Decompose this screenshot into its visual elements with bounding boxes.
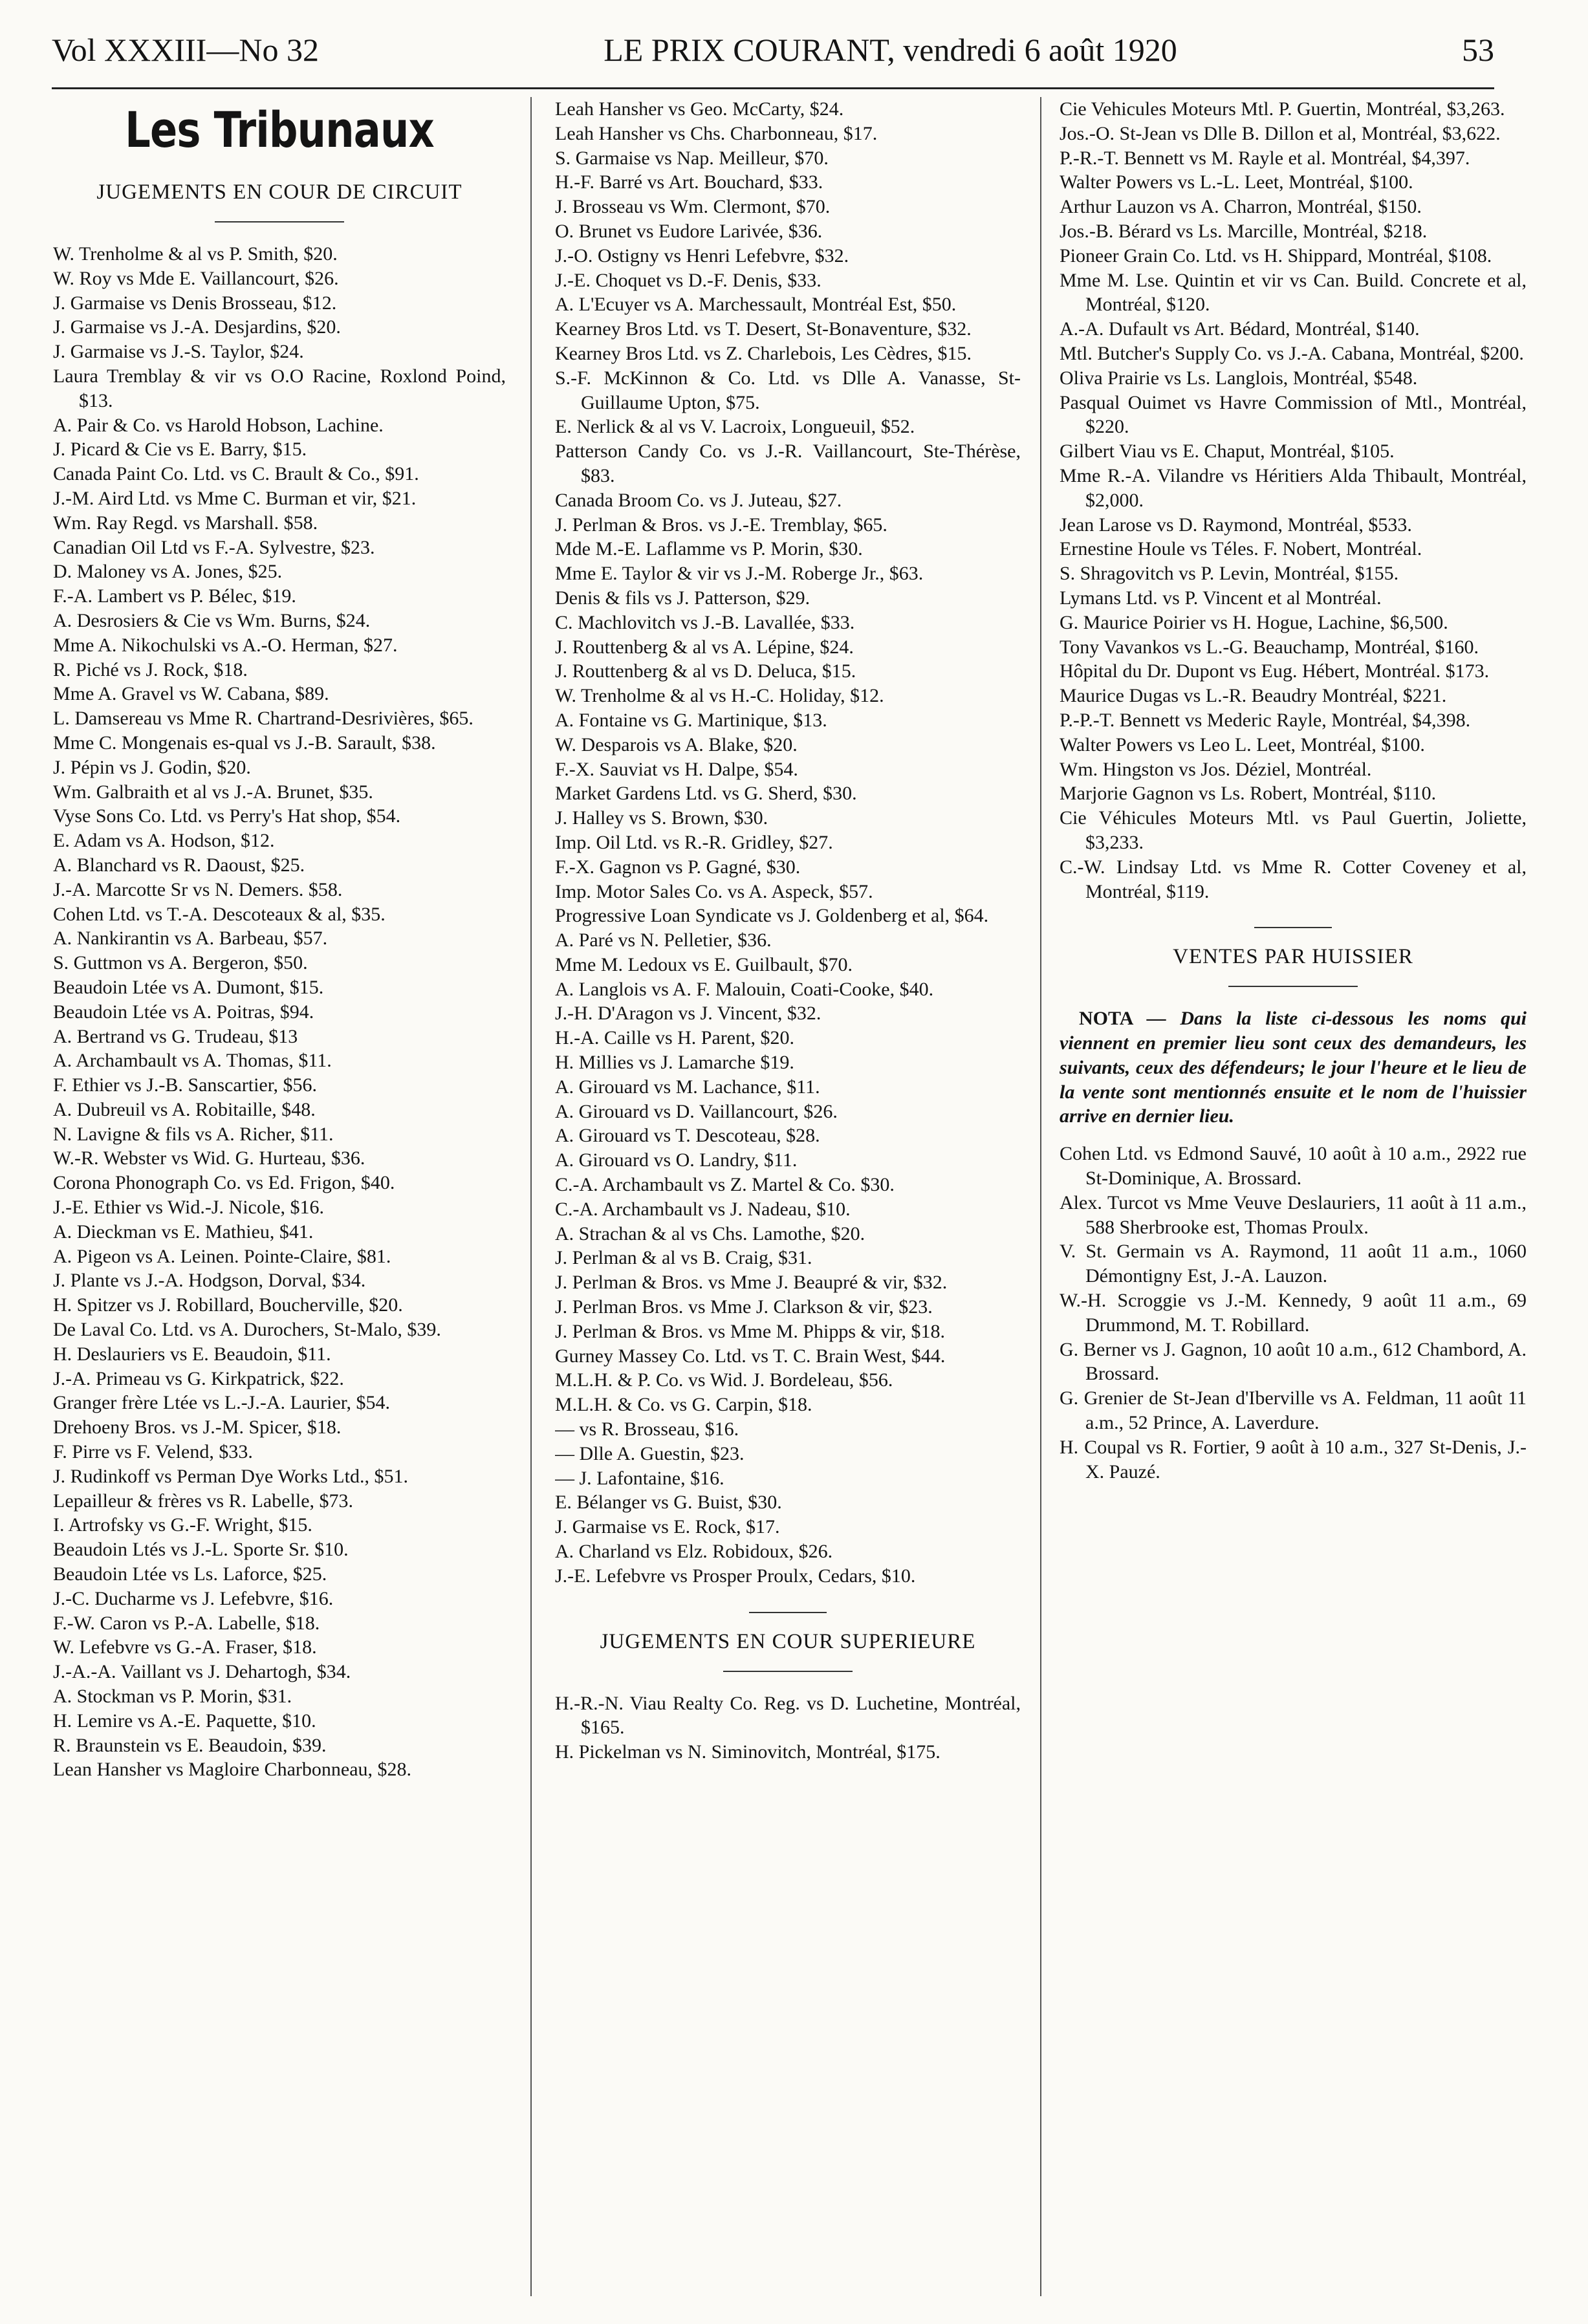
- case-entry: Market Gardens Ltd. vs G. Sherd, $30.: [555, 783, 857, 805]
- case-entry: A. Desrosiers & Cie vs Wm. Burns, $24.: [53, 609, 371, 631]
- case-entry: E. Bélanger vs G. Buist, $30.: [555, 1492, 782, 1514]
- case-entry: H. Coupal vs R. Fortier, 9 août à 10 a.m., 327 St-Denis, J.-X. Pauzé.: [1060, 1436, 1527, 1482]
- case-entry: Kearney Bros Ltd. vs Z. Charlebois, Les Cèdres, $15.: [555, 342, 972, 364]
- case-entry: Drehoeny Bros. vs J.-M. Spicer, $18.: [53, 1417, 342, 1439]
- volume-number: Vol XXXIII—No 32: [52, 32, 319, 68]
- case-entry: De Laval Co. Ltd. vs A. Durochers, St-Malo, $39.: [53, 1319, 441, 1341]
- case-entry: H. Pickelman vs N. Siminovitch, Montréal, $175.: [555, 1741, 941, 1763]
- case-entry: M.L.H. & P. Co. vs Wid. J. Bordeleau, $56.: [555, 1369, 893, 1391]
- case-entry: — J. Lafontaine, $16.: [555, 1467, 724, 1489]
- case-entry: Mme C. Mongenais es-qual vs J.-B. Sarault, $38.: [53, 732, 436, 754]
- page-number: 53: [1462, 32, 1494, 68]
- case-entry: J.-C. Ducharme vs J. Lefebvre, $16.: [53, 1587, 334, 1609]
- case-entry: H.-A. Caille vs H. Parent, $20.: [555, 1027, 794, 1049]
- section-rule: [749, 1612, 827, 1613]
- case-entry: A. Girouard vs M. Lachance, $11.: [555, 1076, 820, 1098]
- section-main-title: Les Tribunaux: [125, 101, 434, 158]
- case-entry: D. Maloney vs A. Jones, $25.: [53, 561, 283, 583]
- case-entry: A. Girouard vs O. Landry, $11.: [555, 1149, 798, 1171]
- case-entry: J.-E. Lefebvre vs Prosper Proulx, Cedars, $10.: [555, 1565, 916, 1587]
- column-1: [53, 97, 506, 2309]
- case-entry: A. Paré vs N. Pelletier, $36.: [555, 929, 772, 951]
- case-entry: Corona Phonograph Co. vs Ed. Frigon, $40.: [53, 1172, 395, 1194]
- case-entry: H. Millies vs J. Lamarche $19.: [555, 1052, 794, 1074]
- case-entry: Cohen Ltd. vs Edmond Sauvé, 10 août à 10 a.m., 2922 rue St-Dominique, A. Brossard.: [1060, 1143, 1527, 1189]
- case-entry: J. Plante vs J.-A. Hodgson, Dorval, $34.: [53, 1270, 366, 1292]
- case-entry: J. Routtenberg & al vs D. Deluca, $15.: [555, 660, 856, 682]
- case-entry: Pioneer Grain Co. Ltd. vs H. Shippard, Montréal, $108.: [1060, 244, 1492, 266]
- case-entry: H. Lemire vs A.-E. Paquette, $10.: [53, 1710, 316, 1732]
- case-entry: C.-W. Lindsay Ltd. vs Mme R. Cotter Coveney et al, Montréal, $119.: [1060, 856, 1527, 902]
- column-divider: [530, 97, 532, 2296]
- case-entry: S. Guttmon vs A. Bergeron, $50.: [53, 952, 308, 974]
- case-entry: O. Brunet vs Eudore Larivée, $36.: [555, 220, 823, 242]
- case-entry: Marjorie Gagnon vs Ls. Robert, Montréal, $110.: [1060, 783, 1437, 805]
- case-entry: Walter Powers vs Leo L. Leet, Montréal, $100.: [1060, 733, 1425, 755]
- case-entry: W.-H. Scroggie vs J.-M. Kennedy, 9 août 11 a.m., 69 Drummond, M. T. Robillard.: [1060, 1290, 1527, 1336]
- case-entry: Beaudoin Ltée vs Ls. Laforce, $25.: [53, 1563, 327, 1585]
- case-entry: Mme R.-A. Vilandre vs Héritiers Alda Thibault, Montréal, $2,000.: [1060, 464, 1527, 511]
- case-entry: F.-X. Sauviat vs H. Dalpe, $54.: [555, 758, 798, 780]
- case-entry: Gilbert Viau vs E. Chaput, Montréal, $105.: [1060, 440, 1395, 462]
- case-entry: W. Trenholme & al vs H.-C. Holiday, $12.: [555, 685, 884, 707]
- case-entry: Leah Hansher vs Geo. McCarty, $24.: [555, 98, 844, 120]
- case-entry: Lymans Ltd. vs P. Vincent et al Montréal.: [1060, 587, 1382, 609]
- case-entry: J.-E. Choquet vs D.-F. Denis, $33.: [555, 269, 821, 291]
- case-entry: Cie Véhicules Moteurs Mtl. vs Paul Guertin, Joliette, $3,233.: [1060, 807, 1527, 853]
- case-entry: Jos.-O. St-Jean vs Dlle B. Dillon et al, Montréal, $3,622.: [1060, 122, 1501, 144]
- case-entry: A.-A. Dufault vs Art. Bédard, Montréal, $140.: [1060, 318, 1420, 340]
- section-rule: [1254, 927, 1332, 928]
- case-entry: W.-R. Webster vs Wid. G. Hurteau, $36.: [53, 1147, 365, 1169]
- case-entry: R. Piché vs J. Rock, $18.: [53, 658, 248, 680]
- case-entry: S.-F. McKinnon & Co. Ltd. vs Dlle A. Vanasse, St-Guillaume Upton, $75.: [555, 367, 1021, 413]
- case-entry: J.-H. D'Aragon vs J. Vincent, $32.: [555, 1003, 821, 1025]
- section-heading-superieure: JUGEMENTS EN COUR SUPERIEURE: [600, 1629, 976, 1653]
- judgement-list-col2: [555, 97, 1021, 1589]
- nota-text: Dans la liste ci-dessous les noms qui viennent en premier lieu sont ceux des demandeurs, les suivants, ceux des défendeurs; le jour l'heure et le lieu de la vente sont mentionnés ensuite et le nom de l'huissier arrive en dernier lieu.: [1060, 1008, 1527, 1127]
- case-entry: A. Girouard vs D. Vaillancourt, $26.: [555, 1100, 838, 1122]
- case-entry: Mme M. Ledoux vs E. Guilbault, $70.: [555, 953, 853, 975]
- case-entry: Granger frère Ltée vs L.-J.-A. Laurier, $54.: [53, 1392, 391, 1414]
- case-entry: Cohen Ltd. vs T.-A. Descoteaux & al, $35.: [53, 903, 386, 925]
- case-entry: G. Berner vs J. Gagnon, 10 août 10 a.m., 612 Chambord, A. Brossard.: [1060, 1338, 1527, 1385]
- case-entry: F. Ethier vs J.-B. Sanscartier, $56.: [53, 1074, 318, 1096]
- case-entry: Jos.-B. Bérard vs Ls. Marcille, Montréal, $218.: [1060, 220, 1428, 242]
- case-entry: A. Bertrand vs G. Trudeau, $13: [53, 1025, 298, 1047]
- case-entry: A. Blanchard vs R. Daoust, $25.: [53, 854, 305, 876]
- case-entry: Progressive Loan Syndicate vs J. Goldenberg et al, $64.: [555, 905, 989, 927]
- case-entry: Denis & fils vs J. Patterson, $29.: [555, 587, 810, 609]
- case-entry: Mde M.-E. Laflamme vs P. Morin, $30.: [555, 538, 863, 560]
- case-entry: J. Garmaise vs J.-S. Taylor, $24.: [53, 341, 304, 363]
- case-entry: S. Shragovitch vs P. Levin, Montréal, $155.: [1060, 563, 1399, 585]
- case-entry: V. St. Germain vs A. Raymond, 11 août 11 a.m., 1060 Démontigny Est, J.-A. Lauzon.: [1060, 1241, 1527, 1287]
- nota-paragraph: [1060, 1006, 1527, 1129]
- case-entry: I. Artrofsky vs G.-F. Wright, $15.: [53, 1514, 312, 1536]
- case-entry: J. Rudinkoff vs Perman Dye Works Ltd., $51.: [53, 1465, 408, 1487]
- case-entry: — vs R. Brosseau, $16.: [555, 1418, 739, 1440]
- case-entry: R. Braunstein vs E. Beaudoin, $39.: [53, 1734, 327, 1756]
- case-entry: Mme M. Lse. Quintin et vir vs Can. Build. Concrete et al, Montréal, $120.: [1060, 269, 1527, 316]
- case-entry: A. Archambault vs A. Thomas, $11.: [53, 1050, 332, 1072]
- case-entry: J. Garmaise vs J.-A. Desjardins, $20.: [53, 316, 341, 338]
- case-entry: J. Brosseau vs Wm. Clermont, $70.: [555, 196, 831, 218]
- case-entry: Gurney Massey Co. Ltd. vs T. C. Brain West, $44.: [555, 1345, 946, 1367]
- case-entry: Mtl. Butcher's Supply Co. vs J.-A. Cabana, Montréal, $200.: [1060, 342, 1524, 364]
- case-entry: M.L.H. & Co. vs G. Carpin, $18.: [555, 1394, 812, 1416]
- case-entry: Arthur Lauzon vs A. Charron, Montréal, $150.: [1060, 196, 1422, 218]
- case-entry: Walter Powers vs L.-L. Leet, Montréal, $100.: [1060, 171, 1413, 193]
- case-entry: Wm. Hingston vs Jos. Déziel, Montréal.: [1060, 758, 1372, 780]
- case-entry: W. Trenholme & al vs P. Smith, $20.: [53, 243, 338, 265]
- case-entry: A. Girouard vs T. Descoteau, $28.: [555, 1125, 820, 1147]
- section-rule: [723, 1671, 853, 1672]
- case-entry: H.-R.-N. Viau Realty Co. Reg. vs D. Luchetine, Montréal, $165.: [555, 1692, 1021, 1739]
- case-entry: J. Picard & Cie vs E. Barry, $15.: [53, 439, 307, 461]
- case-entry: J. Perlman & Bros. vs Mme M. Phipps & vir, $18.: [555, 1320, 945, 1342]
- case-entry: F.-W. Caron vs P.-A. Labelle, $18.: [53, 1612, 320, 1634]
- case-entry: Mme A. Gravel vs W. Cabana, $89.: [53, 683, 329, 705]
- case-entry: J.-A.-A. Vaillant vs J. Dehartogh, $34.: [53, 1661, 351, 1683]
- section-rule: [215, 221, 344, 223]
- case-entry: F. Pirre vs F. Velend, $33.: [53, 1441, 253, 1463]
- case-entry: J.-A. Primeau vs G. Kirkpatrick, $22.: [53, 1367, 344, 1389]
- case-entry: Maurice Dugas vs L.-R. Beaudry Montréal, $221.: [1060, 685, 1447, 707]
- case-entry: J. Garmaise vs E. Rock, $17.: [555, 1516, 780, 1538]
- case-entry: W. Desparois vs A. Blake, $20.: [555, 733, 798, 755]
- case-entry: A. Nankirantin vs A. Barbeau, $57.: [53, 928, 328, 950]
- case-entry: J. Routtenberg & al vs A. Lépine, $24.: [555, 636, 854, 658]
- judgement-list-superieure: [555, 1691, 1021, 1765]
- case-entry: Imp. Oil Ltd. vs R.-R. Gridley, $27.: [555, 831, 833, 853]
- case-entry: P.-R.-T. Bennett vs M. Rayle et al. Montréal, $4,397.: [1060, 147, 1470, 169]
- case-entry: Tony Vavankos vs L.-G. Beauchamp, Montréal, $160.: [1060, 636, 1479, 658]
- case-entry: Mme E. Taylor & vir vs J.-M. Roberge Jr., $63.: [555, 563, 924, 585]
- case-entry: J. Pépin vs J. Godin, $20.: [53, 756, 251, 778]
- case-entry: E. Adam vs A. Hodson, $12.: [53, 830, 275, 852]
- case-entry: J.-E. Ethier vs Wid.-J. Nicole, $16.: [53, 1197, 325, 1219]
- case-entry: A. Pair & Co. vs Harold Hobson, Lachine.: [53, 414, 384, 436]
- case-entry: C.-A. Archambault vs J. Nadeau, $10.: [555, 1198, 851, 1220]
- nota-label: NOTA —: [1079, 1008, 1166, 1030]
- case-entry: — Dlle A. Guestin, $23.: [555, 1442, 745, 1464]
- case-entry: S. Garmaise vs Nap. Meilleur, $70.: [555, 147, 829, 169]
- case-entry: L. Damsereau vs Mme R. Chartrand-Desrivières, $65.: [53, 708, 473, 730]
- case-entry: Kearney Bros Ltd. vs T. Desert, St-Bonaventure, $32.: [555, 318, 972, 340]
- judgement-list-col3: [1060, 97, 1527, 904]
- case-entry: E. Nerlick & al vs V. Lacroix, Longueuil, $52.: [555, 416, 915, 438]
- case-entry: Oliva Prairie vs Ls. Langlois, Montréal, $548.: [1060, 367, 1418, 389]
- case-entry: J. Garmaise vs Denis Brosseau, $12.: [53, 292, 337, 314]
- case-entry: G. Maurice Poirier vs H. Hogue, Lachine, $6,500.: [1060, 611, 1448, 633]
- column-divider: [1040, 97, 1041, 2296]
- case-entry: F.-A. Lambert vs P. Bélec, $19.: [53, 585, 296, 607]
- case-entry: Pasqual Ouimet vs Havre Commission of Mtl., Montréal, $220.: [1060, 391, 1527, 438]
- case-entry: Imp. Motor Sales Co. vs A. Aspeck, $57.: [555, 880, 873, 902]
- case-entry: C.-A. Archambault vs Z. Martel & Co. $30.: [555, 1174, 895, 1196]
- case-entry: A. Stockman vs P. Morin, $31.: [53, 1686, 292, 1708]
- case-entry: Mme A. Nikochulski vs A.-O. Herman, $27.: [53, 634, 398, 656]
- case-entry: A. Dubreuil vs A. Robitaille, $48.: [53, 1098, 316, 1120]
- case-entry: N. Lavigne & fils vs A. Richer, $11.: [53, 1123, 334, 1145]
- case-entry: W. Roy vs Mde E. Vaillancourt, $26.: [53, 267, 339, 289]
- case-entry: Vyse Sons Co. Ltd. vs Perry's Hat shop, $54.: [53, 805, 401, 827]
- case-entry: Beaudoin Ltés vs J.-L. Sporte Sr. $10.: [53, 1539, 349, 1561]
- case-entry: J. Perlman & Bros. vs J.-E. Tremblay, $65.: [555, 514, 887, 536]
- page-header: [52, 31, 1494, 83]
- case-entry: Hôpital du Dr. Dupont vs Eug. Hébert, Montréal. $173.: [1060, 660, 1490, 682]
- case-entry: H. Deslauriers vs E. Beaudoin, $11.: [53, 1343, 331, 1365]
- case-entry: J.-A. Marcotte Sr vs N. Demers. $58.: [53, 878, 343, 900]
- case-entry: C. Machlovitch vs J.-B. Lavallée, $33.: [555, 611, 855, 633]
- case-entry: Leah Hansher vs Chs. Charbonneau, $17.: [555, 122, 878, 144]
- case-entry: A. Langlois vs A. F. Malouin, Coati-Cooke, $40.: [555, 978, 934, 1000]
- case-entry: Wm. Ray Regd. vs Marshall. $58.: [53, 512, 318, 534]
- case-entry: Cie Vehicules Moteurs Mtl. P. Guertin, Montréal, $3,263.: [1060, 98, 1505, 120]
- case-entry: Lepailleur & frères vs R. Labelle, $73.: [53, 1490, 354, 1512]
- case-entry: A. Fontaine vs G. Martinique, $13.: [555, 709, 827, 731]
- case-entry: A. L'Ecuyer vs A. Marchessault, Montréal Est, $50.: [555, 294, 957, 316]
- case-entry: H. Spitzer vs J. Robillard, Boucherville, $20.: [53, 1294, 403, 1316]
- judgement-list-col1: [53, 242, 506, 1782]
- case-entry: W. Lefebvre vs G.-A. Fraser, $18.: [53, 1636, 317, 1658]
- case-entry: Lean Hansher vs Magloire Charbonneau, $28.: [53, 1759, 412, 1781]
- case-entry: Patterson Candy Co. vs J.-R. Vaillancourt, Ste-Thérèse, $83.: [555, 440, 1021, 486]
- case-entry: Canada Broom Co. vs J. Juteau, $27.: [555, 489, 842, 511]
- case-entry: H.-F. Barré vs Art. Bouchard, $33.: [555, 171, 823, 193]
- case-entry: G. Grenier de St-Jean d'Iberville vs A. Feldman, 11 août 11 a.m., 52 Prince, A. Laverdure.: [1060, 1387, 1527, 1434]
- case-entry: Beaudoin Ltée vs A. Poitras, $94.: [53, 1001, 314, 1023]
- case-entry: J. Perlman & al vs B. Craig, $31.: [555, 1247, 812, 1269]
- case-entry: A. Charland vs Elz. Robidoux, $26.: [555, 1541, 833, 1563]
- case-entry: Alex. Turcot vs Mme Veuve Deslauriers, 11 août à 11 a.m., 588 Sherbrooke est, Thomas Proulx.: [1060, 1191, 1527, 1238]
- section-heading-circuit: JUGEMENTS EN COUR DE CIRCUIT: [96, 180, 462, 204]
- case-entry: A. Dieckman vs E. Mathieu, $41.: [53, 1221, 314, 1243]
- column-2: [555, 97, 1021, 2309]
- header-rule: [52, 87, 1494, 89]
- case-entry: Canadian Oil Ltd vs F.-A. Sylvestre, $23.: [53, 536, 375, 558]
- case-entry: Wm. Galbraith et al vs J.-A. Brunet, $35.: [53, 781, 373, 803]
- section-rule: [1228, 986, 1358, 987]
- case-entry: Jean Larose vs D. Raymond, Montréal, $533.: [1060, 514, 1412, 536]
- case-entry: A. Strachan & al vs Chs. Lamothe, $20.: [555, 1222, 865, 1244]
- case-entry: J. Perlman & Bros. vs Mme J. Beaupré & vir, $32.: [555, 1272, 948, 1294]
- case-entry: J.-O. Ostigny vs Henri Lefebvre, $32.: [555, 244, 849, 266]
- column-3: [1060, 97, 1527, 2309]
- case-entry: J.-M. Aird Ltd. vs Mme C. Burman et vir, $21.: [53, 487, 417, 509]
- case-entry: J. Perlman Bros. vs Mme J. Clarkson & vir, $23.: [555, 1296, 933, 1318]
- section-heading-ventes: VENTES PAR HUISSIER: [1173, 945, 1413, 969]
- case-entry: J. Halley vs S. Brown, $30.: [555, 807, 768, 829]
- case-entry: Ernestine Houle vs Téles. F. Nobert, Montréal.: [1060, 538, 1422, 560]
- case-entry: Laura Tremblay & vir vs O.O Racine, Roxlond Poind, $13.: [53, 365, 506, 411]
- case-entry: Beaudoin Ltée vs A. Dumont, $15.: [53, 976, 324, 998]
- case-entry: F.-X. Gagnon vs P. Gagné, $30.: [555, 856, 801, 878]
- case-entry: A. Pigeon vs A. Leinen. Pointe-Claire, $81.: [53, 1245, 391, 1267]
- ventes-list: [1060, 1142, 1527, 1484]
- case-entry: P.-P.-T. Bennett vs Mederic Rayle, Montréal, $4,398.: [1060, 709, 1471, 731]
- publication-title: LE PRIX COURANT, vendredi 6 août 1920: [604, 32, 1177, 68]
- case-entry: Canada Paint Co. Ltd. vs C. Brault & Co., $91.: [53, 463, 419, 485]
